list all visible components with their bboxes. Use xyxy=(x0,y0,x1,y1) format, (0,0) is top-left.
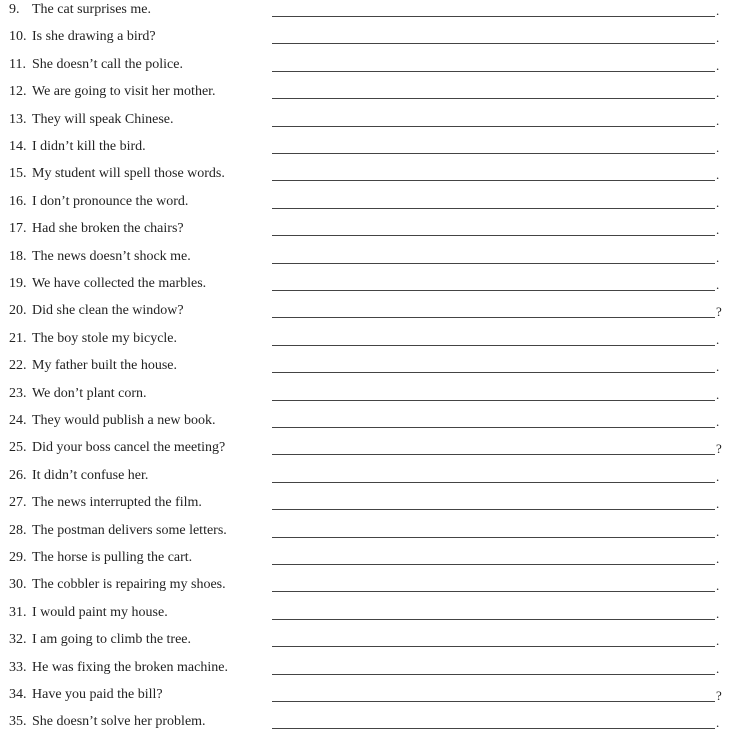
item-sentence: We don’t plant corn. xyxy=(32,385,147,401)
answer-line[interactable] xyxy=(272,701,715,702)
exercise-row xyxy=(0,247,748,274)
item-sentence: Have you paid the bill? xyxy=(32,687,163,702)
item-sentence: He was fixing the broken machine. xyxy=(32,659,228,675)
end-punctuation: . xyxy=(716,140,720,155)
end-punctuation: ? xyxy=(716,688,722,703)
answer-line[interactable] xyxy=(272,728,715,729)
answer-line[interactable] xyxy=(272,619,715,620)
item-number: 34. xyxy=(9,687,27,702)
item-sentence: We are going to visit her mother. xyxy=(32,84,216,100)
item-sentence: She doesn’t solve her problem. xyxy=(32,714,206,730)
end-punctuation: . xyxy=(716,57,720,73)
item-sentence: I would paint my house. xyxy=(32,604,168,620)
exercise-row xyxy=(0,438,748,465)
answer-line[interactable] xyxy=(272,153,715,154)
exercise-row xyxy=(0,219,748,246)
item-sentence: I am going to climb the tree. xyxy=(32,632,192,648)
end-punctuation: . xyxy=(716,222,720,238)
end-punctuation: . xyxy=(716,194,720,210)
answer-line[interactable] xyxy=(272,372,715,373)
exercise-row xyxy=(0,521,748,548)
item-sentence: The cat surprises me. xyxy=(32,2,151,17)
answer-line[interactable] xyxy=(272,509,715,510)
item-number: 19. xyxy=(9,276,27,291)
item-number: 32. xyxy=(9,632,27,648)
exercise-row xyxy=(0,493,748,520)
item-number: 30. xyxy=(9,577,27,593)
item-number: 15. xyxy=(9,166,27,182)
item-sentence: My father built the house. xyxy=(32,358,178,374)
end-punctuation: . xyxy=(716,523,720,539)
exercise-row xyxy=(0,658,748,685)
item-number: 33. xyxy=(9,659,27,675)
exercise-row xyxy=(0,164,748,191)
exercise-row xyxy=(0,603,748,630)
item-number: 35. xyxy=(9,714,27,730)
item-sentence: We have collected the marbles. xyxy=(32,276,207,291)
answer-line[interactable] xyxy=(272,126,715,127)
item-number: 9. xyxy=(9,2,20,17)
item-sentence: The postman delivers some letters. xyxy=(32,522,227,538)
answer-line[interactable] xyxy=(272,400,715,401)
item-sentence: The cobbler is repairing my shoes. xyxy=(32,577,226,593)
item-number: 24. xyxy=(9,413,27,428)
answer-line[interactable] xyxy=(272,180,715,181)
exercise-row xyxy=(0,630,748,657)
item-number: 14. xyxy=(9,139,27,154)
end-punctuation: . xyxy=(716,3,720,18)
item-sentence: I don’t pronounce the word. xyxy=(32,193,189,209)
answer-line[interactable] xyxy=(272,208,715,209)
exercise-row xyxy=(0,192,748,219)
exercise-row xyxy=(0,411,748,438)
end-punctuation: . xyxy=(716,715,720,731)
item-number: 18. xyxy=(9,248,27,264)
item-sentence: Had she broken the chairs? xyxy=(32,221,184,237)
answer-line[interactable] xyxy=(272,537,715,538)
exercise-row xyxy=(0,329,748,356)
exercise-row xyxy=(0,301,748,328)
answer-line[interactable] xyxy=(272,591,715,592)
end-punctuation: ? xyxy=(716,304,722,320)
answer-line[interactable] xyxy=(272,16,715,17)
answer-line[interactable] xyxy=(272,646,715,647)
item-number: 20. xyxy=(9,303,27,319)
end-punctuation: . xyxy=(716,249,720,265)
answer-line[interactable] xyxy=(272,482,715,483)
item-number: 12. xyxy=(9,84,27,100)
item-sentence: Did she clean the window? xyxy=(32,303,184,319)
answer-line[interactable] xyxy=(272,98,715,99)
item-number: 16. xyxy=(9,193,27,209)
end-punctuation: . xyxy=(716,414,720,429)
item-number: 11. xyxy=(9,56,26,72)
end-punctuation: . xyxy=(716,277,720,292)
answer-line[interactable] xyxy=(272,674,715,675)
end-punctuation: . xyxy=(716,496,720,512)
item-number: 31. xyxy=(9,604,27,620)
exercise-row xyxy=(0,82,748,109)
item-sentence: I didn’t kill the bird. xyxy=(32,139,146,154)
item-number: 17. xyxy=(9,221,27,237)
end-punctuation: . xyxy=(716,167,720,183)
exercise-row xyxy=(0,356,748,383)
end-punctuation: . xyxy=(716,578,720,594)
end-punctuation: . xyxy=(716,633,720,649)
exercise-row xyxy=(0,0,748,27)
exercise-row xyxy=(0,137,748,164)
item-number: 28. xyxy=(9,522,27,538)
item-sentence: The boy stole my bicycle. xyxy=(32,330,178,346)
item-number: 26. xyxy=(9,467,27,483)
answer-line[interactable] xyxy=(272,263,715,264)
item-sentence: They would publish a new book. xyxy=(32,413,216,428)
exercise-row xyxy=(0,27,748,54)
item-number: 10. xyxy=(9,29,27,45)
answer-line[interactable] xyxy=(272,427,715,428)
item-sentence: My student will spell those words. xyxy=(32,166,225,182)
end-punctuation: . xyxy=(716,386,720,402)
answer-line[interactable] xyxy=(272,564,715,565)
end-punctuation: . xyxy=(716,359,720,375)
exercise-row xyxy=(0,575,748,602)
end-punctuation: . xyxy=(716,660,720,676)
item-number: 25. xyxy=(9,440,27,456)
end-punctuation: ? xyxy=(716,441,722,457)
answer-line[interactable] xyxy=(272,317,715,318)
exercise-row xyxy=(0,548,748,575)
item-number: 27. xyxy=(9,495,27,511)
end-punctuation: . xyxy=(716,85,720,101)
end-punctuation: . xyxy=(716,468,720,484)
item-sentence: It didn’t confuse her. xyxy=(32,467,149,483)
exercise-row xyxy=(0,110,748,137)
end-punctuation: . xyxy=(716,30,720,46)
answer-line[interactable] xyxy=(272,43,715,44)
item-sentence: Is she drawing a bird? xyxy=(32,29,156,45)
item-number: 29. xyxy=(9,550,27,565)
item-sentence: She doesn’t call the police. xyxy=(32,56,183,72)
item-number: 22. xyxy=(9,358,27,374)
answer-line[interactable] xyxy=(272,345,715,346)
item-number: 23. xyxy=(9,385,27,401)
exercise-row xyxy=(0,384,748,411)
answer-line[interactable] xyxy=(272,454,715,455)
exercise-row xyxy=(0,55,748,82)
exercise-row xyxy=(0,274,748,301)
end-punctuation: . xyxy=(716,331,720,347)
item-sentence: The horse is pulling the cart. xyxy=(32,550,193,565)
item-number: 13. xyxy=(9,111,27,127)
item-sentence: They will speak Chinese. xyxy=(32,111,174,127)
exercise-row xyxy=(0,466,748,493)
exercise-row xyxy=(0,685,748,712)
item-sentence: The news doesn’t shock me. xyxy=(32,248,191,264)
answer-line[interactable] xyxy=(272,235,715,236)
end-punctuation: . xyxy=(716,551,720,566)
end-punctuation: . xyxy=(716,605,720,621)
answer-line[interactable] xyxy=(272,290,715,291)
item-number: 21. xyxy=(9,330,27,346)
end-punctuation: . xyxy=(716,112,720,128)
item-sentence: Did your boss cancel the meeting? xyxy=(32,440,226,456)
item-sentence: The news interrupted the film. xyxy=(32,495,202,511)
exercise-row xyxy=(0,712,748,739)
answer-line[interactable] xyxy=(272,71,715,72)
